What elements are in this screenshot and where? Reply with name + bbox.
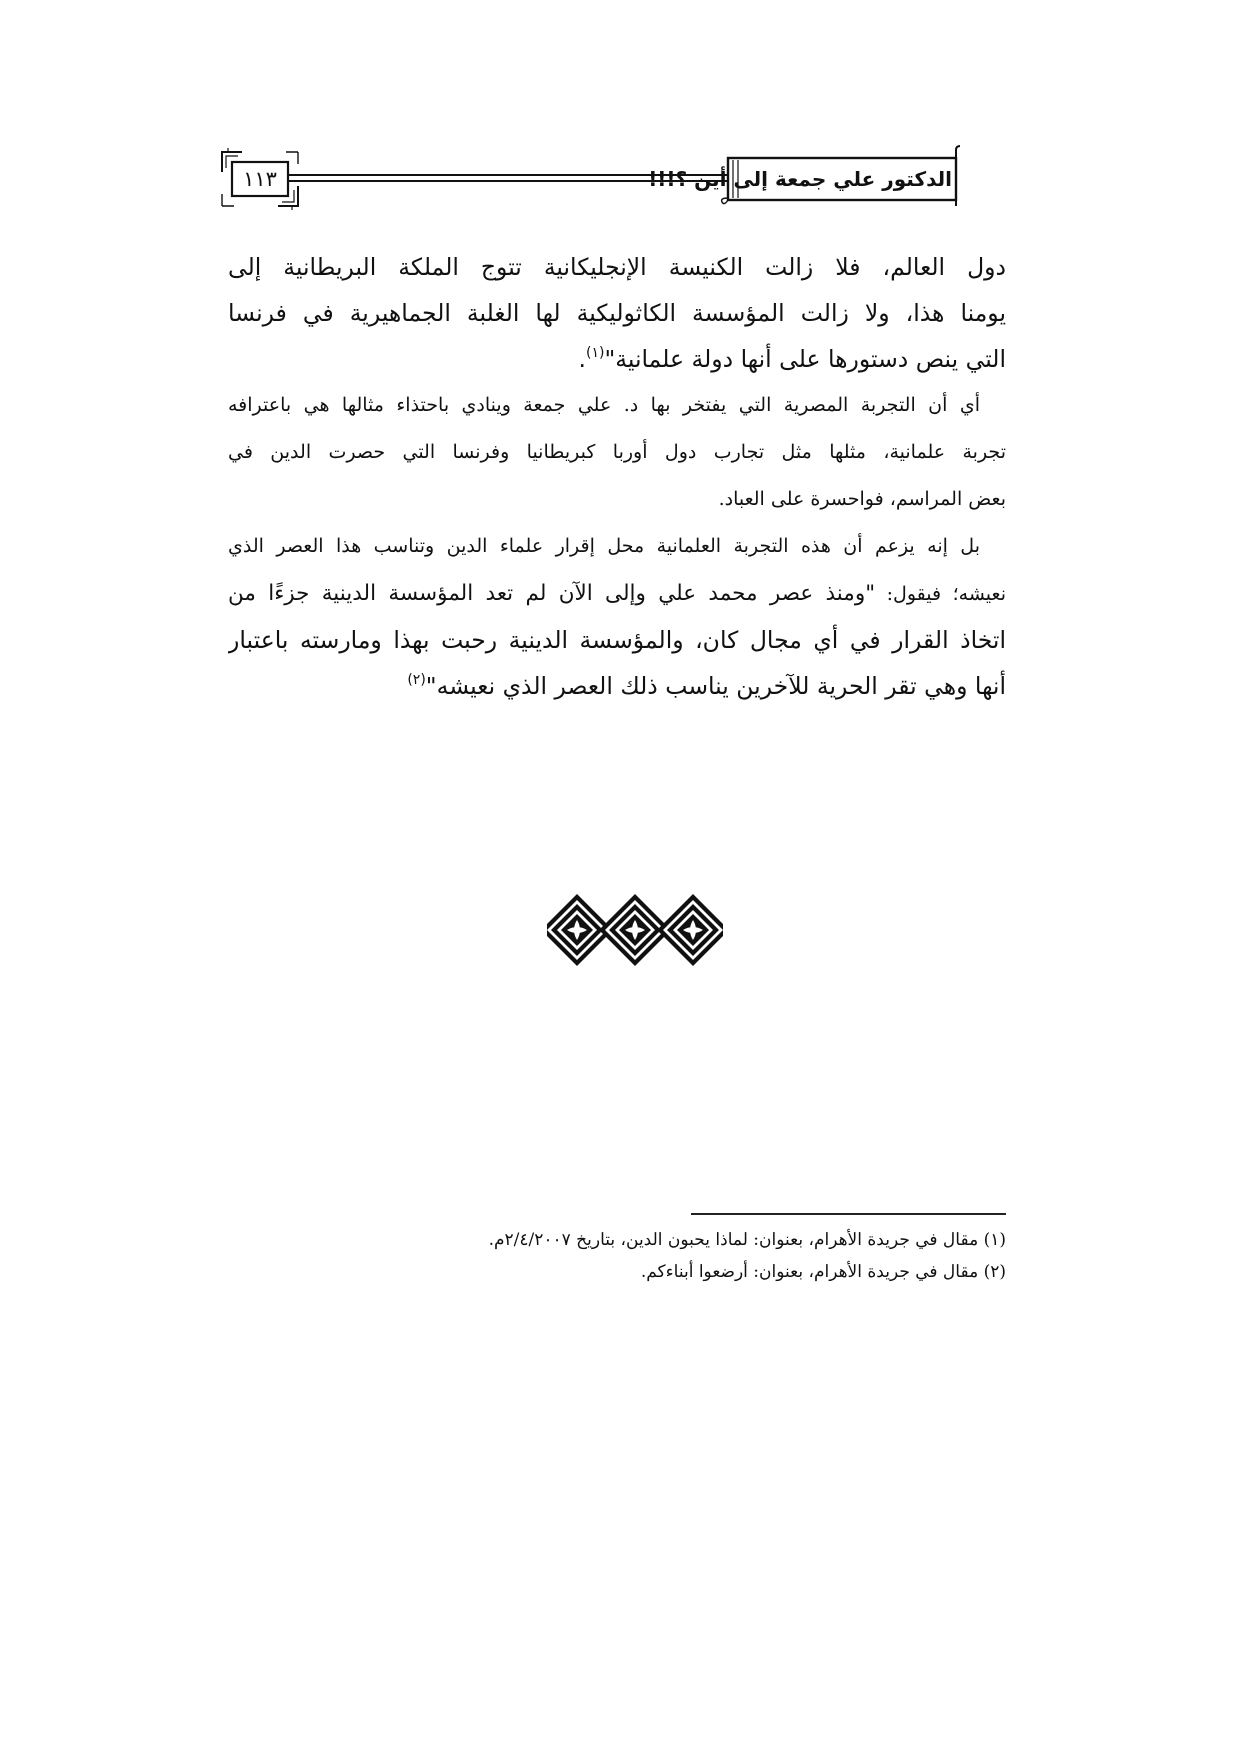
text-line bbox=[228, 570, 1006, 617]
footnote-2: (٢) مقال في جريدة الأهرام، بعنوان: أرضعوا أبناءكم. bbox=[640, 1262, 1006, 1282]
text-line: تجربة علمانية، مثلها مثل تجارب دول أوربا كبريطانيا وفرنسا التي حصرت الدين في bbox=[228, 441, 1006, 463]
diamond-ornament-icon bbox=[657, 894, 723, 966]
footnote-ref-2: (٢) bbox=[407, 672, 426, 688]
footnote-separator bbox=[691, 1213, 1006, 1215]
paragraph-2 bbox=[228, 523, 1006, 709]
text-line: بل إنه يزعم أن هذه التجربة العلمانية محل إقرار علماء الدين وتناسب هذا العصر الذي bbox=[228, 535, 980, 557]
section-divider-ornament bbox=[547, 892, 723, 968]
page-body bbox=[228, 244, 1006, 709]
running-header bbox=[0, 0, 1240, 240]
quote-end: . bbox=[578, 345, 587, 373]
text-line bbox=[228, 663, 1006, 709]
text-line: يومنا هذا، ولا زالت المؤسسة الكاثوليكية لها الغلبة الجماهيرية في فرنسا bbox=[228, 299, 1006, 327]
quote-text: التي ينص دستورها على أنها دولة علمانية" bbox=[604, 345, 1006, 373]
text-line: دول العالم، فلا زالت الكنيسة الإنجليكانية تتوج الملكة البريطانية إلى bbox=[228, 253, 1006, 281]
book-title: الدكتور علي جمعة إلى أين ؟!!! bbox=[648, 167, 952, 191]
text-line: اتخاذ القرار في أي مجال كان، والمؤسسة الدينية رحبت بهذا ومارسته باعتبار bbox=[228, 626, 1006, 654]
footnotes bbox=[228, 1224, 1006, 1288]
footnote-1: (١) مقال في جريدة الأهرام، بعنوان: لماذا يحبون الدين، بتاريخ ٢/٤/٢٠٠٧م. bbox=[488, 1230, 1006, 1250]
quote-text: أنها وهي تقر الحرية للآخرين يناسب ذلك العصر الذي نعيشه" bbox=[425, 672, 1006, 700]
text-line: بعض المراسم، فواحسرة على العباد. bbox=[718, 488, 1006, 510]
quoted-passage bbox=[228, 244, 1006, 382]
text-line bbox=[228, 336, 1006, 382]
quote-text: "ومنذ عصر محمد علي وإلى الآن لم تعد المؤسسة الدينية جزءًا من bbox=[228, 581, 876, 606]
text-line: أي أن التجربة المصرية التي يفتخر بها د. علي جمعة وينادي باحتذاء مثالها هي باعترافه bbox=[228, 394, 980, 416]
paragraph-1 bbox=[228, 382, 1006, 523]
header-frame bbox=[0, 0, 1240, 240]
footnote-ref-1: (١) bbox=[586, 345, 605, 361]
page-number: ١١٣ bbox=[243, 167, 277, 191]
intro-text: نعيشه؛ فيقول: bbox=[875, 583, 1006, 605]
